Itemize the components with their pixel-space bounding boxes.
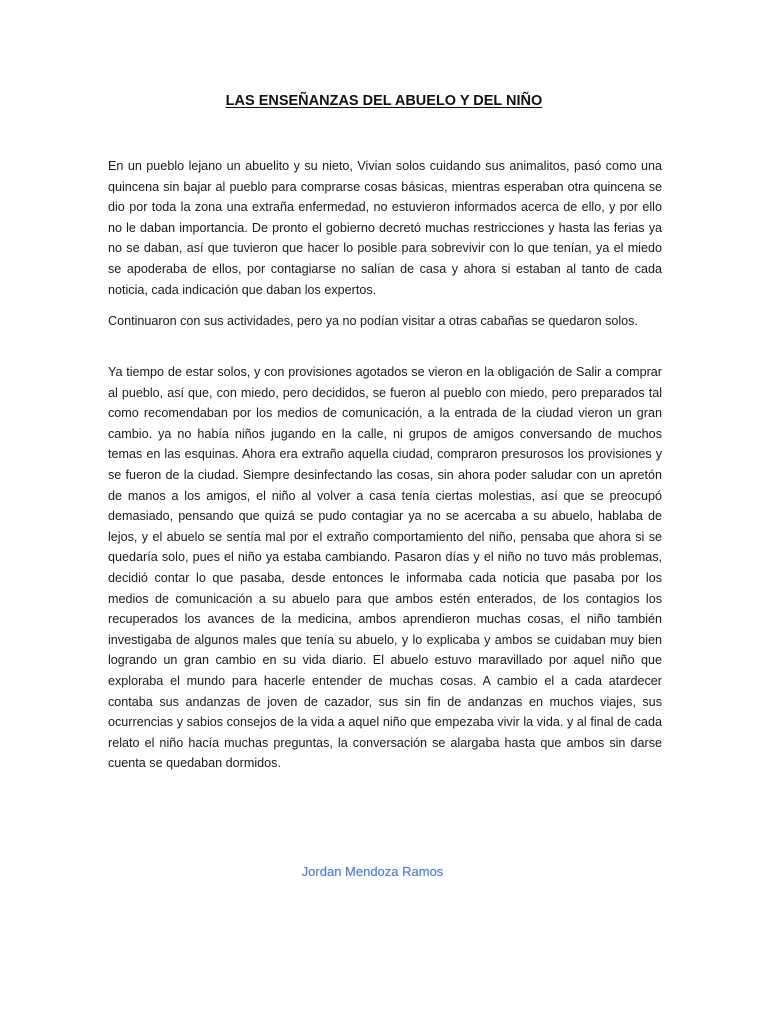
paragraph-3: Ya tiempo de estar solos, y con provisiones agotados se vieron en la obligación de Salir a comprar al pueblo, así que, con miedo, pero decididos, se fueron al pueblo con miedo, pero preparados tal como recomendaban por los medios de comunicación, a la entrada de la ciudad vieron un gran cambio. ya no había niños jugando en la calle, ni grupos de amigos conversando de muchos temas en las esquinas. Ahora era extraño aquella ciudad, compraron presurosos los provisiones y se fueron de la ciudad. Siempre desinfectando las cosas, sin ahora poder saludar con un apretón de manos a los amigos, el niño al volver a casa tenía ciertas molestias, así que se preocupó demasiado, pensando que quizá se pudo contagiar ya no se acercaba a su abuelo, hablaba de lejos, y el abuelo se sentía mal por el extraño comportamiento del niño, pensaba que ahora si se quedaría solo, pues el niño ya estaba cambiando. Pasaron días y el niño no tuvo más problemas, decidió contar lo que pasaba, desde entonces le informaba cada noticia que pasaba por los medios de comunicación a su abuelo para que ambos estén enterados, de los contagios los recuperados los avances de la medicina, ambos aprendieron muchas cosas, el niño también investigaba de algunos males que tenía su abuelo, y lo explicaba y ambos se cuidaban muy bien logrando un gran cambio en su vida diario. El abuelo estuvo maravillado por aquel niño que exploraba el mundo para hacerle entender de muchas cosas. A cambio el a cada atardecer contaba sus andanzas de joven de cazador, sus sin fin de andanzas en muchos viajes, sus ocurrencias y sabios consejos de la vida a aquel niño que empezaba vivir la vida. y al final de cada relato el niño hacía muchas preguntas, la conversación se alargaba hasta que ambos sin darse cuenta se quedaban dormidos.: [108, 365, 662, 771]
paragraph-1: En un pueblo lejano un abuelito y su nieto, Vivian solos cuidando sus animalitos, pasó como una quincena sin bajar al pueblo para comprarse cosas básicas, mientras esperaban otra quincena se dio por toda la zona una extraña enfermedad, no estuvieron informados acerca de ello, y por ello no le daban importancia. De pronto el gobierno decretó muchas restricciones y hasta las ferias ya no se daban, así que tuvieron que hacer lo posible para sobrevivir con lo que tenían, ya el miedo se apoderaba de ellos, por contagiarse no salían de casa y ahora si estaban al tanto de cada noticia, cada indicación que daban los expertos.: [108, 159, 662, 297]
paragraph-2: Continuaron con sus actividades, pero ya no podían visitar a otras cabañas se quedaron solos.: [108, 314, 638, 328]
author-signature: Jordan Mendoza Ramos: [301, 864, 444, 879]
document-title: LAS ENSEÑANZAS DEL ABUELO Y DEL NIÑO: [225, 93, 543, 109]
